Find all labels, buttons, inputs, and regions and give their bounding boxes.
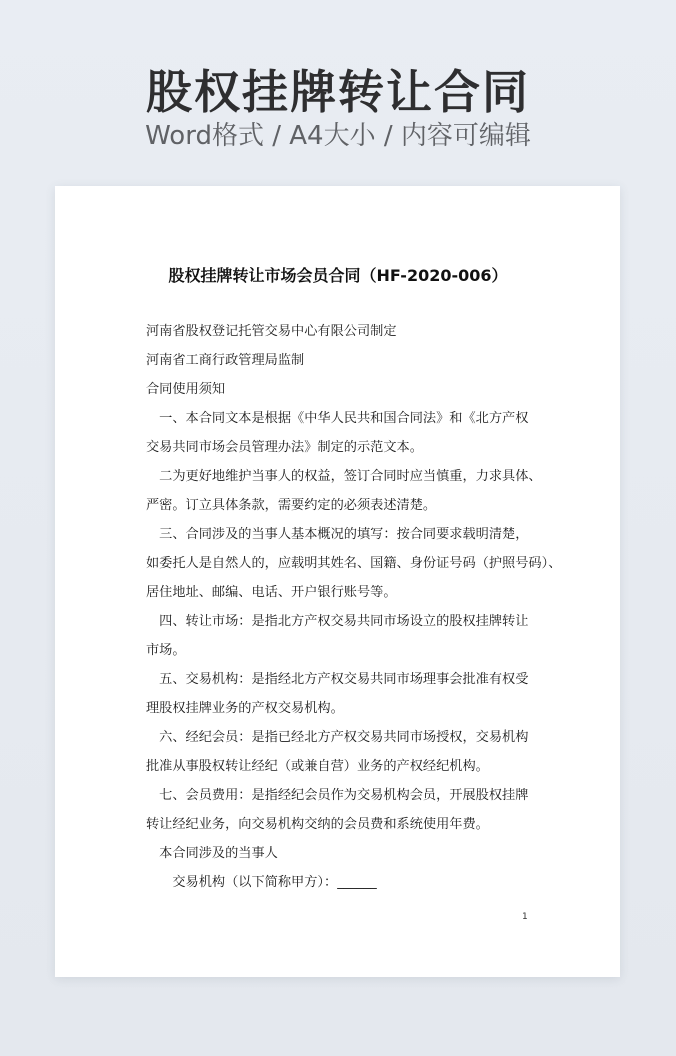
document-line: 交易机构（以下简称甲方）：______ xyxy=(146,875,377,890)
document-line: 交易共同市场会员管理办法》制定的示范文本。 xyxy=(146,440,423,455)
banner-title: 股权挂牌转让合同 xyxy=(146,65,530,119)
banner-subtitle: Word格式 / A4大小 / 内容可编辑 xyxy=(145,121,531,151)
document-line: 二为更好地维护当事人的权益，签订合同时应当慎重，力求具体、 xyxy=(146,469,542,484)
document-line: 市场。 xyxy=(146,643,186,658)
document-line: 合同使用须知 xyxy=(146,382,226,397)
document-line: 严密。订立具体条款，需要约定的必须表述清楚。 xyxy=(146,498,437,513)
document-line: 河南省股权登记托管交易中心有限公司制定 xyxy=(146,324,397,339)
page-number: 1 xyxy=(522,912,528,922)
document-line: 一、本合同文本是根据《中华人民共和国合同法》和《北方产权 xyxy=(146,411,529,426)
document-line: 三、合同涉及的当事人基本概况的填写：按合同要求载明清楚， xyxy=(146,527,529,542)
document-line: 五、交易机构：是指经北方产权交易共同市场理事会批准有权受 xyxy=(146,672,529,687)
document-line: 理股权挂牌业务的产权交易机构。 xyxy=(146,701,344,716)
document-line: 七、会员费用：是指经纪会员作为交易机构会员，开展股权挂牌 xyxy=(146,788,529,803)
document-line: 如委托人是自然人的，应载明其姓名、国籍、身份证号码（护照号码）、 xyxy=(146,556,562,571)
document-line: 转让经纪业务，向交易机构交纳的会员费和系统使用年费。 xyxy=(146,817,489,832)
document-line: 六、经纪会员：是指已经北方产权交易共同市场授权，交易机构 xyxy=(146,730,529,745)
document-line: 居住地址、邮编、电话、开户银行账号等。 xyxy=(146,585,397,600)
document-line: 四、转让市场：是指北方产权交易共同市场设立的股权挂牌转让 xyxy=(146,614,529,629)
document-title: 股权挂牌转让市场会员合同（HF-2020-006） xyxy=(168,266,508,285)
document-line: 本合同涉及的当事人 xyxy=(146,846,278,861)
document-line: 河南省工商行政管理局监制 xyxy=(146,353,305,368)
document-line: 批准从事股权转让经纪（或兼自营）业务的产权经纪机构。 xyxy=(146,759,489,774)
